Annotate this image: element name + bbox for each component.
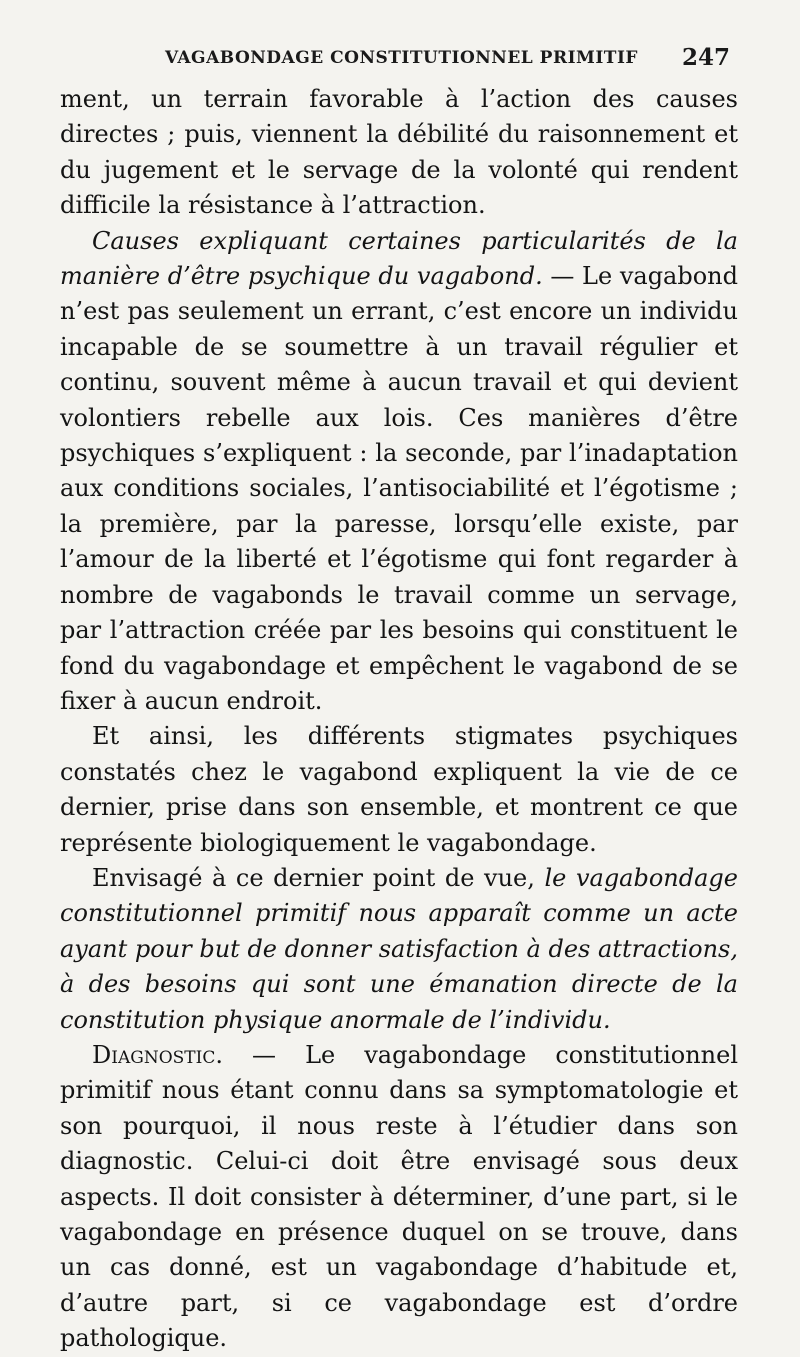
page-number: 247: [681, 44, 730, 71]
paragraph-1-text: ment, un terrain favorable à l’action des causes directes ; puis, viennent la débilité du raisonnement et du jugement et le servage de la volonté qui rendent difficile la résistance à l’attraction.: [60, 85, 738, 220]
paragraph-3: [60, 719, 738, 861]
paragraph-2: [60, 224, 738, 720]
running-title: VAGABONDAGE CONSTITUTIONNEL PRIMITIF: [165, 48, 638, 68]
paragraph-2-text: — Le vagabond n’est pas seulement un errant, c’est encore un individu incapable de se soumettre à un travail régulier et continu, souvent même à aucun travail et qui devient volontiers rebelle aux lois. Ces manières d’être psychiques s’expliquent : la seconde, par l’inadaptation aux conditions sociales, l’antisociabilité et l’égotisme ; la première, par la paresse, lorsqu’elle existe, par l’amour de la liberté et l’égotisme qui font regarder à nombre de vagabonds le travail comme un servage, par l’attraction créée par les besoins qui constituent le fond du vagabondage et empêchent le vagabond de se fixer à aucun endroit.: [60, 262, 738, 715]
paragraph-3-text: Et ainsi, les différents stigmates psychiques constatés chez le vagabond expliquent la vie de ce dernier, prise dans son ensemble, et montrent ce que représente biologiquement le vagabondage.: [60, 722, 738, 857]
body-text: [60, 82, 738, 1357]
paragraph-4: [60, 861, 738, 1038]
running-head: [60, 44, 730, 74]
section-heading-causes: Causes expliquant certaines particularités de la manière d’être psychique du vagabond.: [60, 226, 738, 291]
paragraph-4-lead: Envisagé à ce dernier point de vue,: [92, 863, 545, 892]
section-heading-diagnostic: Diagnostic.: [92, 1040, 223, 1069]
paragraph-5: [60, 1038, 738, 1357]
paragraph-1: [60, 82, 738, 224]
paragraph-5-text: — Le vagabondage constitutionnel primitif nous étant connu dans sa symptomatologie et son pourquoi, il nous reste à l’étudier dans son diagnostic. Celui-ci doit être envisagé sous deux aspects. Il doit consister à déterminer, d’une part, si le vagabondage en présence duquel on se trouve, dans un cas donné, est un vagabondage d’habitude et, d’autre part, si ce vagabondage est d’ordre pathologique.: [60, 1040, 738, 1353]
paragraph-4-italic: le vagabondage constitutionnel primitif nous apparaît comme un acte ayant pour but de donner satisfaction à des attractions, à des besoins qui sont une émanation directe de la constitution physique anormale de l’individu.: [60, 863, 739, 1034]
